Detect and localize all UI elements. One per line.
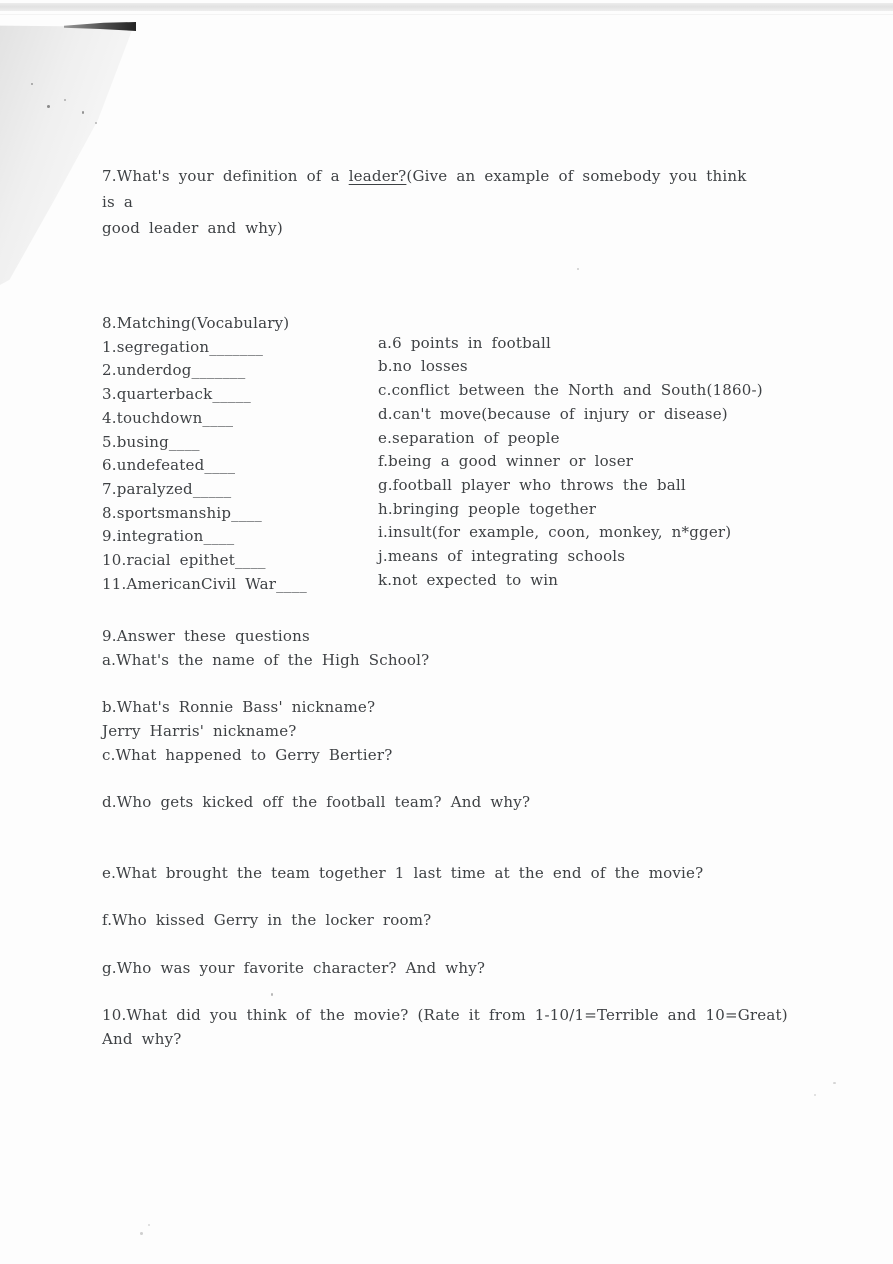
- question-9g: g.Who was your favorite character? And why?: [102, 958, 486, 977]
- scan-speckle: [82, 111, 84, 114]
- matching-right-item: f.being a good winner or loser: [378, 452, 634, 471]
- matching-left-item: 6.undefeated____: [102, 456, 236, 475]
- question-7-text-post: (Give an example of somebody you think is a: [102, 167, 747, 211]
- matching-right-item: a.6 points in football: [378, 333, 552, 352]
- scan-speckle: [148, 1224, 150, 1226]
- question-7-underlined-word: leader?: [348, 167, 407, 185]
- question-9e: e.What brought the team together 1 last time at the end of the movie?: [102, 863, 704, 882]
- question-10-line-1: 10.What did you think of the movie? (Rate it from 1-10/1=Terrible and 10=Great): [102, 1006, 788, 1025]
- matching-right-item: e.separation of people: [378, 428, 560, 447]
- matching-right-item: d.can't move(because of injury or disease): [378, 404, 728, 423]
- matching-right-item: i.insult(for example, coon, monkey, n*gger): [378, 523, 732, 542]
- matching-row: [102, 570, 763, 597]
- matching-heading: 8.Matching(Vocabulary): [102, 314, 290, 332]
- matching-left-item: 5.busing____: [102, 432, 200, 451]
- scan-speckle: [47, 105, 50, 108]
- matching-right-item: c.conflict between the North and South(1860-): [378, 381, 763, 400]
- question-7-text-pre: 7.What's your definition of a: [102, 167, 349, 185]
- questions-9-10: [102, 625, 788, 1052]
- matching-left-item: 2.underdog_______: [102, 361, 246, 380]
- matching-left-item: 4.touchdown____: [102, 408, 234, 427]
- question-9b: b.What's Ronnie Bass' nickname?: [102, 698, 376, 717]
- scan-speckle: [31, 83, 33, 85]
- question-9d: d.Who gets kicked off the football team? And why?: [102, 792, 531, 811]
- matching-section: [102, 312, 763, 596]
- matching-left-item: 8.sportsmanship____: [102, 503, 262, 522]
- question-9-heading: 9.Answer these questions: [102, 627, 310, 645]
- matching-left-item: 9.integration____: [102, 527, 235, 546]
- question-10-line-2: And why?: [102, 1029, 182, 1048]
- matching-left-item: 3.quarterback_____: [102, 385, 251, 404]
- question-7-line-1: [102, 163, 747, 215]
- scan-edge-band-shadow: [0, 14, 893, 15]
- matching-left-item: 7.paralyzed_____: [102, 479, 232, 498]
- scan-speckle: [64, 99, 66, 101]
- scan-speckle: [833, 1082, 836, 1084]
- scan-speckle: [140, 1232, 143, 1235]
- question-9a: a.What's the name of the High School?: [102, 650, 430, 669]
- scan-speckle: [577, 268, 579, 270]
- matching-right-item: h.bringing people together: [378, 499, 597, 518]
- matching-right-item: b.no losses: [378, 357, 468, 376]
- matching-right-item: g.football player who throws the ball: [378, 475, 686, 494]
- matching-right-item: j.means of integrating schools: [378, 547, 626, 566]
- scan-speckle: [814, 1094, 816, 1096]
- scan-speckle: [95, 122, 97, 124]
- question-9b-continued: Jerry Harris' nickname?: [102, 721, 297, 740]
- matching-right-item: k.not expected to win: [378, 570, 559, 589]
- matching-left-item: 10.racial epithet____: [102, 551, 266, 570]
- matching-left-item: 1.segregation_______: [102, 337, 264, 356]
- question-7: [102, 163, 762, 241]
- question-9c: c.What happened to Gerry Bertier?: [102, 745, 393, 764]
- scan-corner-artifact: [0, 23, 136, 285]
- question-7-line-2: good leader and why): [102, 219, 283, 237]
- matching-left-item: 11.AmericanCivil War____: [102, 574, 307, 593]
- scan-edge-band: [0, 3, 893, 11]
- question-9f: f.Who kissed Gerry in the locker room?: [102, 911, 432, 930]
